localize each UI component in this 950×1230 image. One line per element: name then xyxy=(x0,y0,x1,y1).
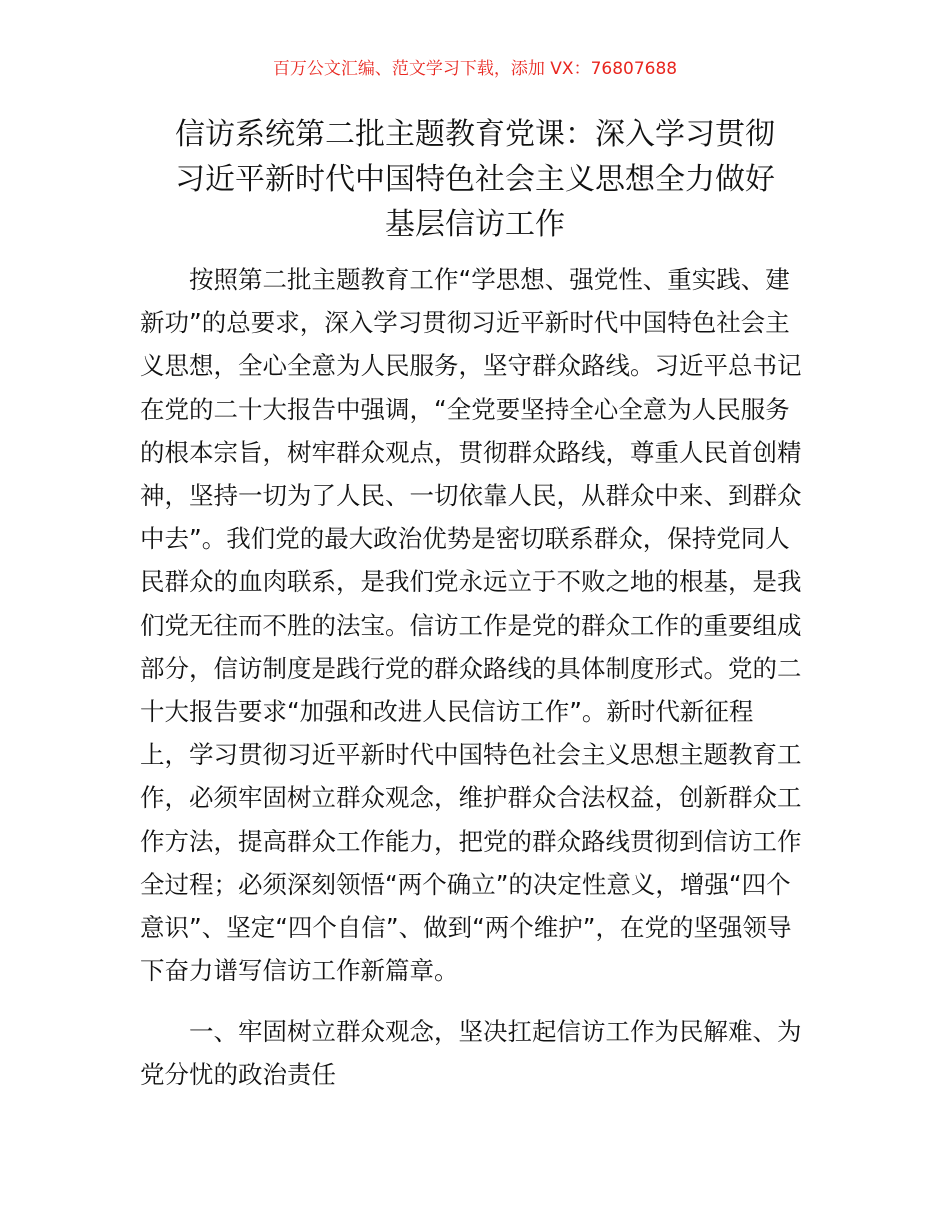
paragraph-line: 部分，信访制度是践行党的群众路线的具体制度形式。党的二 xyxy=(140,653,802,683)
paragraph-line: 神，坚持一切为了人民、一切依靠人民，从群众中来、到群众 xyxy=(140,481,802,511)
paragraph-line: 作方法，提高群众工作能力，把党的群众路线贯彻到信访工作 xyxy=(140,826,802,856)
paragraph-line: 新功”的总要求，深入学习贯彻习近平新时代中国特色社会主 xyxy=(140,308,790,338)
section-heading-line: 一、牢固树立群众观念，坚决扛起信访工作为民解难、为 xyxy=(140,1017,802,1046)
paragraph-line: 民群众的血肉联系，是我们党永远立于不败之地的根基，是我 xyxy=(140,567,802,597)
paragraph-line: 意识”、坚定“四个自信”、做到“两个维护”，在党的坚强领导 xyxy=(140,913,792,943)
paragraph-line: 作，必须牢固树立群众观念，维护群众合法权益，创新群众工 xyxy=(140,783,802,813)
title-line: 基层信访工作 xyxy=(385,207,565,242)
paragraph-line: 全过程；必须深刻领悟“两个确立”的决定性意义，增强“四个 xyxy=(140,869,791,899)
paragraph-line: 中去”。我们党的最大政治优势是密切联系群众，保持党同人 xyxy=(140,524,790,554)
paragraph-intro xyxy=(140,258,812,992)
watermark-header: 百万公文汇编、范文学习下载，添加 VX：76807688 xyxy=(272,59,678,79)
paragraph-line: 下奋力谱写信访工作新篇章。 xyxy=(140,956,459,986)
paragraph-line: 在党的二十大报告中强调，“全党要坚持全心全意为人民服务 xyxy=(140,394,790,424)
paragraph-line: 义思想，全心全意为人民服务，坚守群众路线。习近平总书记 xyxy=(140,351,802,381)
document-title xyxy=(140,112,810,247)
paragraph-line: 上，学习贯彻习近平新时代中国特色社会主义思想主题教育工 xyxy=(140,740,802,770)
title-line: 习近平新时代中国特色社会主义思想全力做好 xyxy=(175,162,775,197)
section-heading-1 xyxy=(140,1010,812,1096)
title-line: 信访系统第二批主题教育党课：深入学习贯彻 xyxy=(175,117,775,152)
paragraph-line: 按照第二批主题教育工作“学思想、强党性、重实践、建 xyxy=(140,265,790,294)
paragraph-line: 十大报告要求“加强和改进人民信访工作”。新时代新征程 xyxy=(140,697,754,727)
section-heading-line: 党分忧的政治责任 xyxy=(140,1060,336,1090)
paragraph-line: 们党无往而不胜的法宝。信访工作是党的群众工作的重要组成 xyxy=(140,610,802,640)
paragraph-line: 的根本宗旨，树牢群众观点，贯彻群众路线，尊重人民首创精 xyxy=(140,437,802,467)
